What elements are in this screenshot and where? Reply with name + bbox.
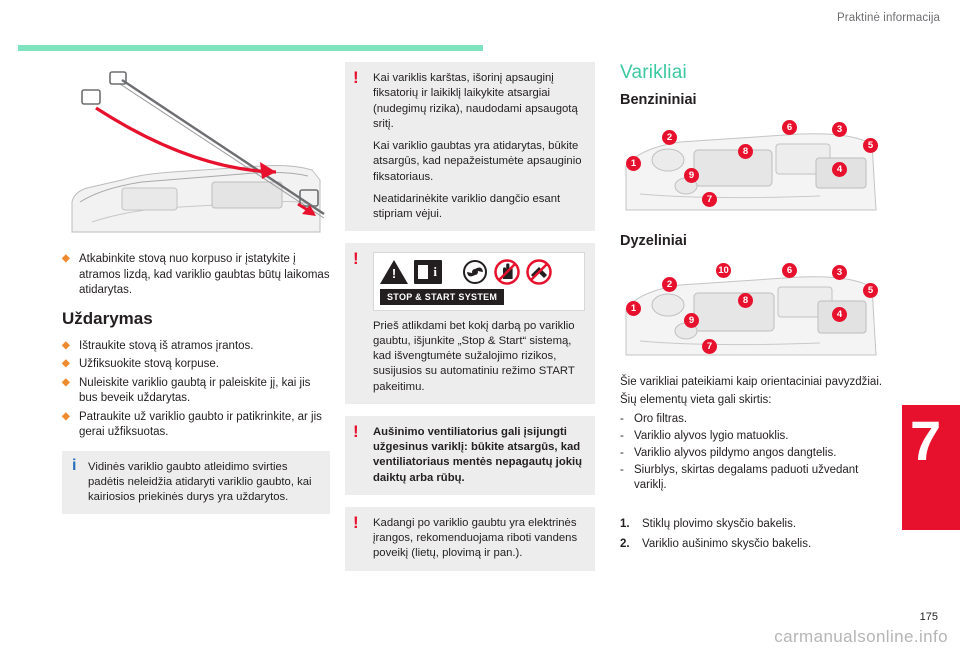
warning-water-exposure bbox=[345, 507, 595, 571]
warning-water-text: Kadangi po variklio gaubtu yra elektrinės įrangos, rekomenduojama riboti vandens poveikį (lietų, plovimą ir pan.). bbox=[373, 516, 578, 560]
list-item: 2. Variklio aušinimo skysčio bakelis. bbox=[620, 536, 890, 552]
bonnet-prop-illustration bbox=[62, 62, 330, 242]
item-number: 1. bbox=[620, 518, 630, 531]
page-number: 175 bbox=[919, 611, 938, 623]
callout-5: 5 bbox=[863, 138, 878, 153]
engine-note-line-1: Šie varikliai pateikiami kaip orientaciniai pavyzdžiai. bbox=[620, 376, 883, 388]
warning-line: Neatidarinėkite variklio dangčio esant stipriam vėjui. bbox=[373, 192, 561, 220]
callout-2: 2 bbox=[662, 277, 677, 292]
manual-book-icon bbox=[414, 260, 442, 284]
warning-icon: ! bbox=[353, 512, 359, 532]
warning-hot-engine bbox=[345, 62, 595, 231]
diamond-marker-icon: ◆ bbox=[62, 253, 70, 264]
warning-icon: ! bbox=[353, 68, 359, 87]
dash-marker-icon: - bbox=[620, 463, 624, 476]
list-item: - Variklio alyvos lygio matuoklis. bbox=[620, 429, 890, 445]
bonnet-prop-drawing bbox=[62, 62, 330, 237]
warning-fan-text: Aušinimo ventiliatorius gali įsijungti užgesinus variklį: būkite atsargūs, kad ventiliatoriaus mentės nepagautų jokių daiktų arba rūbų. bbox=[373, 425, 583, 484]
info-callout bbox=[62, 451, 330, 515]
diamond-marker-icon: ◆ bbox=[62, 410, 70, 422]
diesel-engine-illustration bbox=[620, 255, 890, 365]
info-icon: i bbox=[72, 456, 77, 474]
callout-6: 6 bbox=[782, 263, 797, 278]
stop-start-text: Prieš atlikdami bet kokį darbą po variklio gaubtu, išjunkite „Stop & Start“ sistemą, kad išvengtumėte sužalojimo rizikos, susijusios su automatiniu režimo START pakeitimu. bbox=[373, 319, 575, 393]
callout-7: 7 bbox=[702, 192, 717, 207]
list-item: ◆ Nuleiskite variklio gaubtą ir paleiskite jį, kai jis bus beveik uždarytas. bbox=[62, 376, 311, 405]
callout-2: 2 bbox=[662, 130, 677, 145]
warning-icon: ! bbox=[353, 421, 359, 441]
watermark: carmanualsonline.info bbox=[774, 627, 948, 646]
closing-title: Uždarymas bbox=[62, 308, 153, 328]
callout-6: 6 bbox=[782, 120, 797, 135]
diamond-marker-icon: ◆ bbox=[62, 339, 70, 351]
petrol-heading: Benzininiai bbox=[620, 92, 697, 108]
chapter-number: 7 bbox=[910, 409, 942, 472]
list-item: - Oro filtras. bbox=[620, 412, 890, 428]
pictogram-row bbox=[380, 259, 578, 285]
petrol-engine-illustration bbox=[620, 114, 890, 219]
list-item: ◆ Atkabinkite stovą nuo korpuso ir įstatykite į atramos lizdą, kad variklio gaubtas būtų laikomas atidarytas. bbox=[62, 253, 330, 297]
bonnet-prop-bullet-list bbox=[62, 252, 330, 299]
dash-marker-icon: - bbox=[620, 413, 624, 426]
variable-parts-list bbox=[620, 412, 890, 494]
callout-8: 8 bbox=[738, 293, 753, 308]
list-item: 1. Stiklų plovimo skysčio bakelis. bbox=[620, 516, 890, 532]
diamond-marker-icon: ◆ bbox=[62, 376, 70, 388]
diesel-heading: Dyzeliniai bbox=[620, 233, 687, 249]
callout-9: 9 bbox=[684, 168, 699, 183]
no-hand-icon bbox=[494, 259, 520, 285]
info-callout-text: Vidinės variklio gaubto atleidimo svirties padėtis neleidžia atidaryti variklio gaubto, kai kairiosios priekinės durys yra uždarytos. bbox=[88, 460, 312, 504]
column-three bbox=[620, 62, 890, 557]
callout-4: 4 bbox=[832, 307, 847, 322]
warning-line: Kai variklio gaubtas yra atidarytas, būkite atsargūs, kad nepažeistumėte apsauginio fiksatoriaus. bbox=[373, 140, 582, 183]
warning-stop-start bbox=[345, 243, 595, 404]
item-number: 2. bbox=[620, 538, 630, 551]
diamond-marker-icon: ◆ bbox=[62, 358, 70, 370]
callout-5: 5 bbox=[863, 283, 878, 298]
page-title: Varikliai bbox=[620, 62, 687, 83]
list-item: - Siurblys, skirtas degalams paduoti užvedant variklį. bbox=[620, 463, 859, 492]
callout-9: 9 bbox=[684, 313, 699, 328]
callout-4: 4 bbox=[832, 162, 847, 177]
callout-3: 3 bbox=[832, 265, 847, 280]
callout-3: 3 bbox=[832, 122, 847, 137]
warning-line: Kai variklis karštas, išorinį apsauginį fiksatorių ir laikiklį laikykite atsargiai (nudegimų rizika), naudodami apsaugotą sritį. bbox=[373, 72, 578, 130]
engine-note-line-2: Šių elementų vieta gali skirtis: bbox=[620, 393, 772, 406]
column-two bbox=[345, 62, 595, 583]
warning-triangle-icon: ! bbox=[380, 260, 408, 284]
callout-8: 8 bbox=[738, 144, 753, 159]
warning-cooling-fan bbox=[345, 416, 595, 495]
callout-1: 1 bbox=[626, 156, 641, 171]
list-item: - Variklio alyvos pildymo angos dangtelis. bbox=[620, 446, 890, 462]
callout-7: 7 bbox=[702, 339, 717, 354]
no-cloth-icon bbox=[526, 259, 552, 285]
list-item: ◆ Patraukite už variklio gaubto ir patikrinkite, ar jis gerai užfiksuotas. bbox=[62, 410, 322, 439]
chapter-tab bbox=[902, 405, 960, 530]
list-item: ◆ Ištraukite stovą iš atramos įrantos. bbox=[62, 339, 254, 352]
callout-10: 10 bbox=[716, 263, 731, 278]
warning-icon: ! bbox=[353, 249, 359, 269]
breadcrumb: Praktinė informacija bbox=[837, 12, 940, 24]
numbered-parts-list bbox=[620, 516, 890, 552]
dash-marker-icon: - bbox=[620, 429, 624, 442]
fan-icon bbox=[462, 259, 488, 285]
dash-marker-icon: - bbox=[620, 446, 624, 459]
callout-1: 1 bbox=[626, 301, 641, 316]
header-rule bbox=[18, 45, 483, 51]
stop-start-label: STOP & START SYSTEM bbox=[380, 289, 504, 305]
column-one bbox=[62, 62, 330, 526]
closing-bullet-list bbox=[62, 339, 330, 441]
stop-start-pictogram-box bbox=[373, 252, 585, 310]
list-item: ◆ Užfiksuokite stovą korpuse. bbox=[62, 358, 219, 371]
